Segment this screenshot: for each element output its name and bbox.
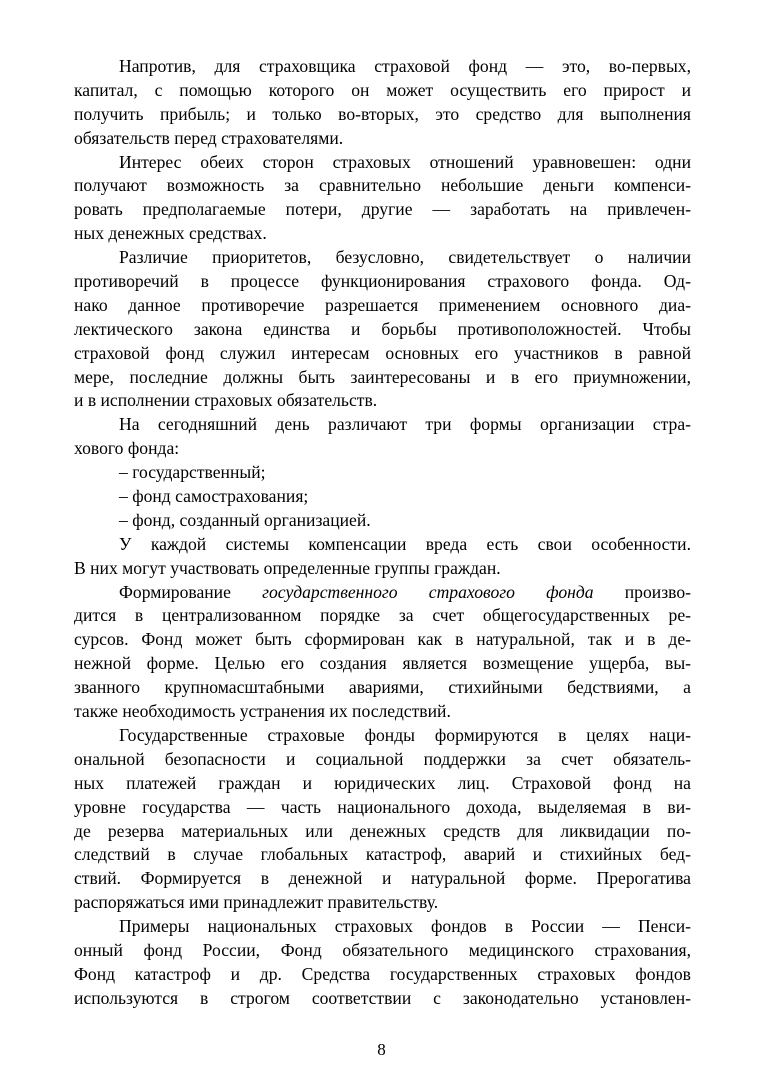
- text-line: лектического закона единства и борьбы противоположностей. Чтобы: [74, 318, 691, 339]
- list-item: – фонд самострахования;: [119, 486, 309, 507]
- text-line: распоряжаться ими принадлежит правительству.: [74, 892, 439, 913]
- text-run: произво-: [593, 581, 691, 602]
- text-line: онный фонд России, Фонд обязательного медицинского страхования,: [74, 939, 691, 960]
- text-line: противоречий в процессе функционирования страхового фонда. Од-: [74, 271, 691, 292]
- text-line: ных денежных средствах.: [74, 223, 267, 244]
- text-line: Фонд катастроф и др. Средства государственных страховых фондов: [74, 963, 691, 984]
- bullet-list: [74, 461, 691, 533]
- text-line: нако данное противоречие разрешается применением основного диа-: [74, 294, 691, 315]
- text-line: мере, последние должны быть заинтересованы и в его приумножении,: [74, 366, 691, 387]
- text-line: также необходимость устранения их последствий.: [74, 701, 451, 722]
- text-line: страховой фонд служил интересам основных его участников в равной: [74, 342, 691, 363]
- list-item: – фонд, созданный организацией.: [119, 509, 371, 530]
- text-line: [74, 581, 691, 605]
- text-line: дится в централизованном порядке за счет общегосударственных ре-: [74, 605, 691, 626]
- text-line: Различие приоритетов, безусловно, свидетельствует о наличии: [119, 247, 691, 268]
- text-line: нежной форме. Целью его создания является возмещение ущерба, вы-: [74, 653, 691, 674]
- text-line: Государственные страховые фонды формируются в целях наци-: [119, 724, 691, 745]
- text-line: На сегодняшний день различают три формы организации стра-: [119, 414, 691, 435]
- text-line: Напротив, для страховщика страховой фонд — это, во-первых,: [119, 56, 691, 76]
- text-line: званного крупномасштабными авариями, стихийными бедствиями, а: [74, 677, 691, 698]
- text-line: капитал, с помощью которого он может осуществить его прирост и: [74, 79, 691, 100]
- text-line: ных платежей граждан и юридических лиц. Страховой фонд на: [74, 772, 691, 793]
- paragraph: [74, 915, 691, 1011]
- text-line: обязательств перед страхователями.: [74, 127, 344, 148]
- paragraph: [74, 413, 691, 461]
- page-number: 8: [377, 1040, 386, 1059]
- text-line: используются в строгом соответствии с законодательно установлен-: [74, 987, 691, 1008]
- paragraph: [74, 724, 691, 915]
- text-line: хового фонда:: [74, 438, 180, 459]
- text-run: Формирование: [119, 581, 263, 602]
- text-line: де резерва материальных или денежных средств для ликвидации по-: [74, 820, 691, 841]
- text-line: ствий. Формируется в денежной и натуральной форме. Прерогатива: [74, 868, 691, 889]
- paragraph: [74, 581, 691, 724]
- list-item: – государственный;: [119, 462, 266, 483]
- text-line: сурсов. Фонд может быть сформирован как в натуральной, так и в де-: [74, 629, 691, 650]
- paragraph: [74, 151, 691, 247]
- body-text: [74, 55, 691, 1011]
- paragraph: [74, 246, 691, 413]
- paragraph: [74, 55, 691, 151]
- text-line: ональной безопасности и социальной поддержки за счет обязатель-: [74, 748, 691, 769]
- text-line: У каждой системы компенсации вреда есть свои особенности.: [119, 533, 691, 554]
- text-line: Интерес обеих сторон страховых отношений уравновешен: одни: [119, 151, 691, 172]
- text-line: получают возможность за сравнительно небольшие деньги компенси-: [74, 175, 691, 196]
- text-line: и в исполнении страховых обязательств.: [74, 390, 378, 411]
- text-line: ровать предполагаемые потери, другие — заработать на привлечен-: [74, 199, 691, 220]
- text-line: следствий в случае глобальных катастроф, аварий и стихийных бед-: [74, 844, 691, 865]
- text-line: В них могут участвовать определенные группы граждан.: [74, 557, 501, 578]
- text-line: уровне государства — часть национального дохода, выделяемая в ви-: [74, 796, 691, 817]
- paragraph: [74, 533, 691, 581]
- text-line: получить прибыль; и только во-вторых, это средство для выполнения: [74, 103, 691, 124]
- text-line: Примеры национальных страховых фондов в России — Пенси-: [119, 916, 691, 937]
- emphasized-term: государственного страхового фонда: [262, 581, 594, 602]
